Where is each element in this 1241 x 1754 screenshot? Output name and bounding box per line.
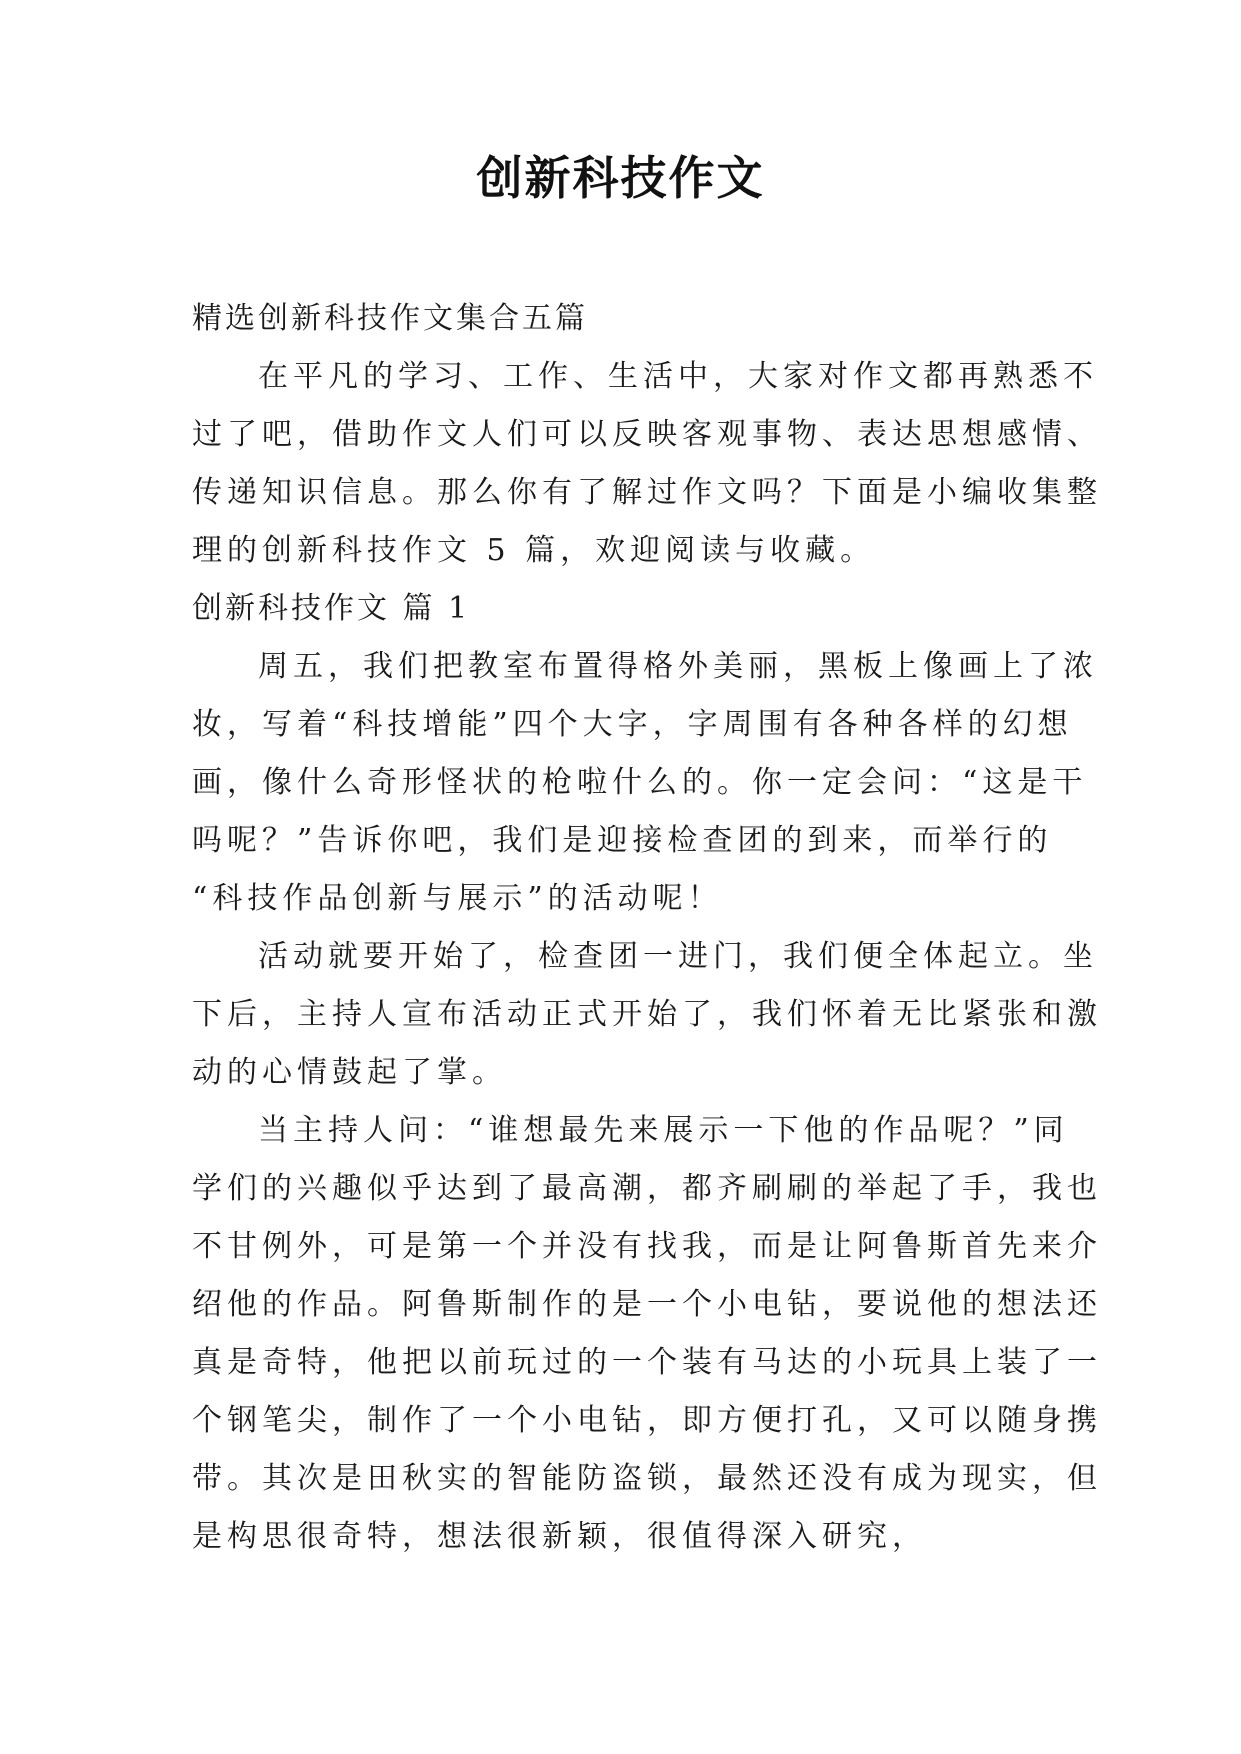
document-title: 创新科技作文	[476, 151, 765, 205]
paragraph-line: 过了吧，借助作文人们可以反映客观事物、表达思想感情、	[192, 417, 1102, 452]
paragraph-line: 传递知识信息。那么你有了解过作文吗？下面是小编收集整	[192, 475, 1102, 510]
paragraph-line: 活动就要开始了，检查团一进门，我们便全体起立。坐	[258, 939, 1098, 974]
paragraph-line: 是构思很奇特，想法很新颖，很值得深入研究，	[192, 1519, 927, 1554]
collection-heading: 精选创新科技作文集合五篇	[192, 301, 588, 336]
paragraph-line: 个钢笔尖，制作了一个小电钻，即方便打孔，又可以随身携	[192, 1403, 1102, 1438]
essay-heading: 创新科技作文 篇 1	[192, 591, 471, 626]
paragraph-line: 吗呢？”告诉你吧，我们是迎接检查团的到来，而举行的	[192, 823, 1053, 858]
paragraph-line: 画，像什么奇形怪状的枪啦什么的。你一定会问：“这是干	[192, 765, 1088, 800]
paragraph-line: 理的创新科技作文 5 篇，欢迎阅读与收藏。	[192, 533, 876, 568]
paragraph-line: 妆，写着“科技增能”四个大字，字周围有各种各样的幻想	[192, 707, 1073, 742]
paragraph-line: 带。其次是田秋实的智能防盗锁，最然还没有成为现实，但	[192, 1461, 1102, 1496]
paragraph-line: 当主持人问：“谁想最先来展示一下他的作品呢？”同	[258, 1113, 1069, 1148]
paragraph-line: 不甘例外，可是第一个并没有找我，而是让阿鲁斯首先来介	[192, 1229, 1102, 1264]
paragraph-line: 绍他的作品。阿鲁斯制作的是一个小电钻，要说他的想法还	[192, 1287, 1102, 1322]
paragraph-line: 周五，我们把教室布置得格外美丽，黑板上像画上了浓	[258, 649, 1098, 684]
paragraph-line: 在平凡的学习、工作、生活中，大家对作文都再熟悉不	[258, 359, 1098, 394]
paragraph-line: “科技作品创新与展示”的活动呢！	[192, 881, 723, 916]
paragraph-line: 动的心情鼓起了掌。	[192, 1055, 507, 1090]
paragraph-line: 下后，主持人宣布活动正式开始了，我们怀着无比紧张和激	[192, 997, 1102, 1032]
paragraph-line: 真是奇特，他把以前玩过的一个装有马达的小玩具上装了一	[192, 1345, 1102, 1380]
paragraph-line: 学们的兴趣似乎达到了最高潮，都齐刷刷的举起了手，我也	[192, 1171, 1102, 1206]
document-body	[192, 290, 1102, 1566]
